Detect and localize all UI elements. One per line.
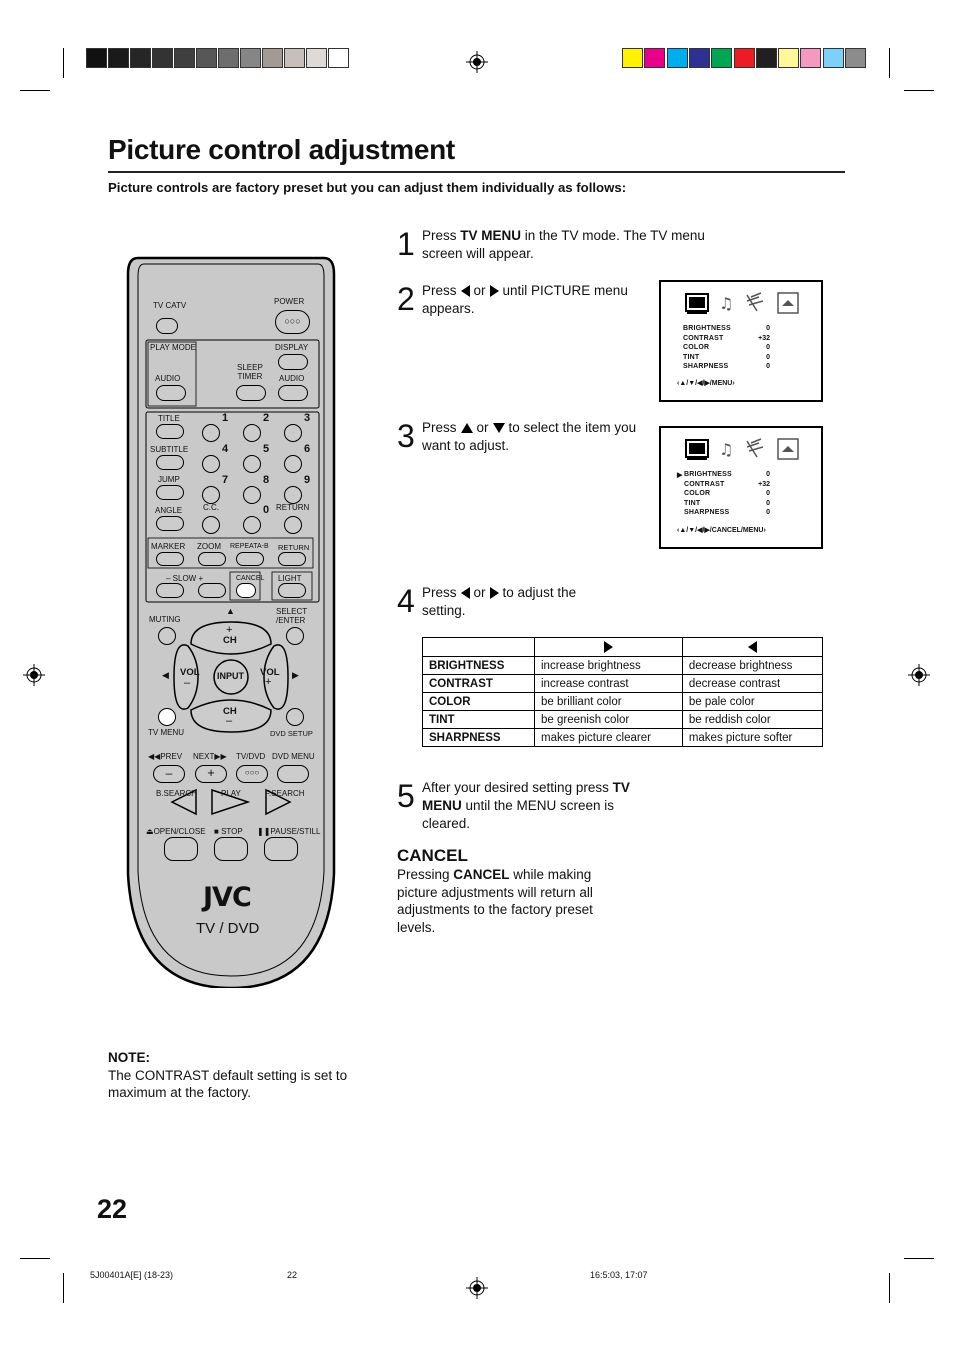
slow-minus-button	[156, 583, 184, 598]
digit-button-3	[284, 424, 302, 442]
title-rule	[108, 171, 845, 173]
prev-button: –	[153, 765, 185, 783]
gray-swatch	[240, 48, 261, 68]
note-heading: NOTE:	[108, 1050, 150, 1065]
step-5-text: After your desired setting press TV MENU until the MENU screen is cleared.	[422, 780, 630, 831]
gray-swatch	[130, 48, 151, 68]
dvd-setup-button	[286, 708, 304, 726]
table-header-row	[423, 638, 823, 657]
step-1-text: Press TV MENU in the TV mode. The TV menu screen will appear.	[422, 228, 705, 261]
screen-1-nav: ‹▲/▼/◀/▶/MENU›	[677, 380, 735, 387]
digit-label: 0	[263, 504, 270, 516]
table-row: SHARPNESS makes picture clearer makes picture softer	[423, 729, 823, 747]
digit-label: 2	[263, 412, 270, 424]
digit-button-2	[243, 424, 261, 442]
stop-label: ■ STOP	[214, 827, 243, 836]
audio-button-dvd	[156, 385, 186, 401]
digit-label: 9	[304, 474, 311, 486]
tv-menu-screen-2: ♫ ▶ BRIGHTNESS 0 CONTRAST +32 COLOR 0 TINT 0 SHARPNESS 0 ‹▲/▼/◀/▶/CANCEL/MENU›	[659, 426, 823, 549]
digit-label: 5	[263, 443, 270, 455]
vol-minus-icon: –	[184, 677, 191, 689]
light-button	[278, 583, 306, 598]
color-swatch	[778, 48, 799, 68]
digit-button-7	[202, 486, 220, 504]
color-swatch	[711, 48, 732, 68]
color-swatch	[734, 48, 755, 68]
open-close-button	[164, 837, 198, 861]
cancel-text: Pressing CANCEL while making picture adjustments will return all adjustments to the factory preset levels.	[397, 867, 593, 935]
svg-text:♫: ♫	[719, 294, 734, 313]
digit-label: 4	[222, 443, 229, 455]
registration-mark-bottom	[466, 1277, 488, 1299]
footer-stamp: 16:5:03, 17:07	[590, 1270, 648, 1280]
sleep-timer-button	[236, 385, 266, 401]
zoom-button	[198, 552, 226, 566]
color-swatch	[756, 48, 777, 68]
subtitle-button	[156, 455, 184, 470]
right-arrow-icon	[535, 638, 683, 657]
step-3-text: Press or to select the item you want to adjust.	[422, 420, 637, 453]
remote-control-illustration: TV CATV POWER ○○○ PLAY MODE DISPLAY AUDIO SLEEP TIMER AUDIO TITLE SUBTITLE JUMP ANGLE 1 2 3 4 5 6 7 8 9 0 C.C. RETURN MARKER ZOOM REPEATA-B RETURN – SLOW + CANCEL LIGHT MUTING SELECT /ENTER ▲ + CH VOL – INPUT VOL + ◀ ▶ CH – TV MENU DVD SETUP ◀◀PREV NEXT▶▶ TV/DVD DVD MENU – + ○○○ B.SEARCH PLAY F.SEARCH ⏏OPEN/CLOSE ■ STOP ❚❚PAUSE/STILL JVC TV / DVD	[126, 254, 336, 988]
note	[108, 1049, 368, 1102]
menu-icons	[685, 291, 805, 317]
right-arrow-icon: ▶	[292, 670, 299, 680]
right-arrow-icon	[490, 285, 499, 297]
gray-swatch	[306, 48, 327, 68]
model-label: TV / DVD	[196, 920, 260, 937]
registration-mark-left	[23, 664, 45, 686]
color-swatch	[823, 48, 844, 68]
left-arrow-icon	[682, 638, 822, 657]
cursor-icon: ▶	[677, 472, 683, 479]
ch-minus-icon: –	[226, 715, 233, 727]
digit-button-1	[202, 424, 220, 442]
pause-still-label: ❚❚PAUSE/STILL	[257, 827, 321, 836]
repeat-button	[236, 552, 264, 566]
digit-button-9	[284, 486, 302, 504]
jvc-logo: JVC	[203, 882, 251, 913]
down-arrow-icon	[493, 423, 505, 433]
left-arrow-icon	[461, 285, 470, 297]
prev-label: ◀◀PREV	[148, 752, 183, 761]
angle-button	[156, 516, 184, 531]
muting-button	[158, 627, 176, 645]
vol-plus-icon: +	[265, 676, 272, 688]
menu-icons	[685, 437, 805, 463]
gray-swatch	[284, 48, 305, 68]
digit-label: 8	[263, 474, 270, 486]
gray-swatch	[262, 48, 283, 68]
left-arrow-icon: ◀	[162, 670, 169, 680]
color-swatch	[622, 48, 643, 68]
digit-button-4	[202, 455, 220, 473]
jump-button	[156, 485, 184, 500]
table-row: TINT be greenish color be reddish color	[423, 711, 823, 729]
page-number: 22	[97, 1194, 128, 1224]
digit-button-0	[243, 516, 261, 534]
page-title: Picture control adjustment	[108, 134, 455, 165]
registration-mark-right	[908, 664, 930, 686]
digit-button-5	[243, 455, 261, 473]
display-button	[278, 354, 308, 370]
numpad-side-button	[284, 516, 302, 534]
color-swatch	[800, 48, 821, 68]
gray-swatch	[174, 48, 195, 68]
tv-menu-screen-1: ♫ BRIGHTNESS 0 CONTRAST +32 COLOR 0 TINT 0 SHARPNESS 0 ‹▲/▼/◀/▶/MENU›	[659, 280, 823, 402]
digit-label: 3	[304, 412, 311, 424]
ch-plus-icon: +	[226, 624, 233, 636]
table-row: CONTRAST increase contrast decrease contrast	[423, 675, 823, 693]
adjustment-table	[422, 637, 823, 747]
tv-dvd-button: ○○○	[236, 765, 268, 783]
gray-swatch	[86, 48, 107, 68]
numpad-side-button	[202, 516, 220, 534]
step-2-text: Press or until PICTURE menu appears.	[422, 283, 628, 316]
svg-text:♫: ♫	[719, 440, 734, 459]
digit-label: 7	[222, 474, 229, 486]
color-swatch	[845, 48, 866, 68]
cancel-button	[236, 583, 256, 598]
registration-mark-top	[466, 51, 488, 73]
dvd-menu-button	[277, 765, 309, 783]
next-button: +	[195, 765, 227, 783]
select-enter-button	[286, 627, 304, 645]
color-swatch	[644, 48, 665, 68]
stop-button	[214, 837, 248, 861]
intro-text: Picture controls are factory preset but you can adjust them individually as follows:	[108, 180, 627, 195]
return-button	[278, 552, 306, 566]
marker-button	[156, 552, 184, 566]
slow-plus-button	[198, 583, 226, 598]
note-text: The CONTRAST default setting is set to maximum at the factory.	[108, 1067, 348, 1100]
gray-swatch	[196, 48, 217, 68]
open-close-label: ⏏OPEN/CLOSE	[146, 827, 206, 836]
gray-swatch	[328, 48, 349, 68]
up-arrow-icon	[461, 423, 473, 433]
step-2-number: 2	[397, 281, 415, 317]
audio-button-tv	[278, 385, 308, 401]
gray-swatch	[152, 48, 173, 68]
pause-still-button	[264, 837, 298, 861]
step-1-number: 1	[397, 226, 415, 262]
footer-page: 22	[287, 1270, 298, 1280]
tv-menu-button	[158, 708, 176, 726]
screen-2-nav: ‹▲/▼/◀/▶/CANCEL/MENU›	[677, 527, 766, 534]
left-arrow-icon	[461, 587, 470, 599]
table-row: COLOR be brilliant color be pale color	[423, 693, 823, 711]
cancel-heading: CANCEL	[397, 846, 468, 865]
step-5-number: 5	[397, 778, 415, 814]
color-swatch	[689, 48, 710, 68]
color-swatch	[667, 48, 688, 68]
footer-code: 5J00401A[E] (18-23)	[90, 1270, 174, 1280]
gray-swatch	[108, 48, 129, 68]
up-arrow-icon: ▲	[226, 606, 235, 616]
digit-button-8	[243, 486, 261, 504]
right-arrow-icon	[490, 587, 499, 599]
gray-swatch	[218, 48, 239, 68]
step-4-number: 4	[397, 583, 415, 619]
power-button: ○○○	[275, 310, 310, 334]
title-button	[156, 424, 184, 439]
digit-label: 6	[304, 443, 311, 455]
digit-button-6	[284, 455, 302, 473]
step-3-number: 3	[397, 418, 415, 454]
next-label: NEXT▶▶	[193, 752, 227, 761]
step-4-text: Press or to adjust the setting.	[422, 585, 577, 618]
table-row: BRIGHTNESS increase brightness decrease brightness	[423, 657, 823, 675]
digit-label: 1	[222, 412, 229, 424]
tv-catv-switch	[156, 318, 178, 334]
